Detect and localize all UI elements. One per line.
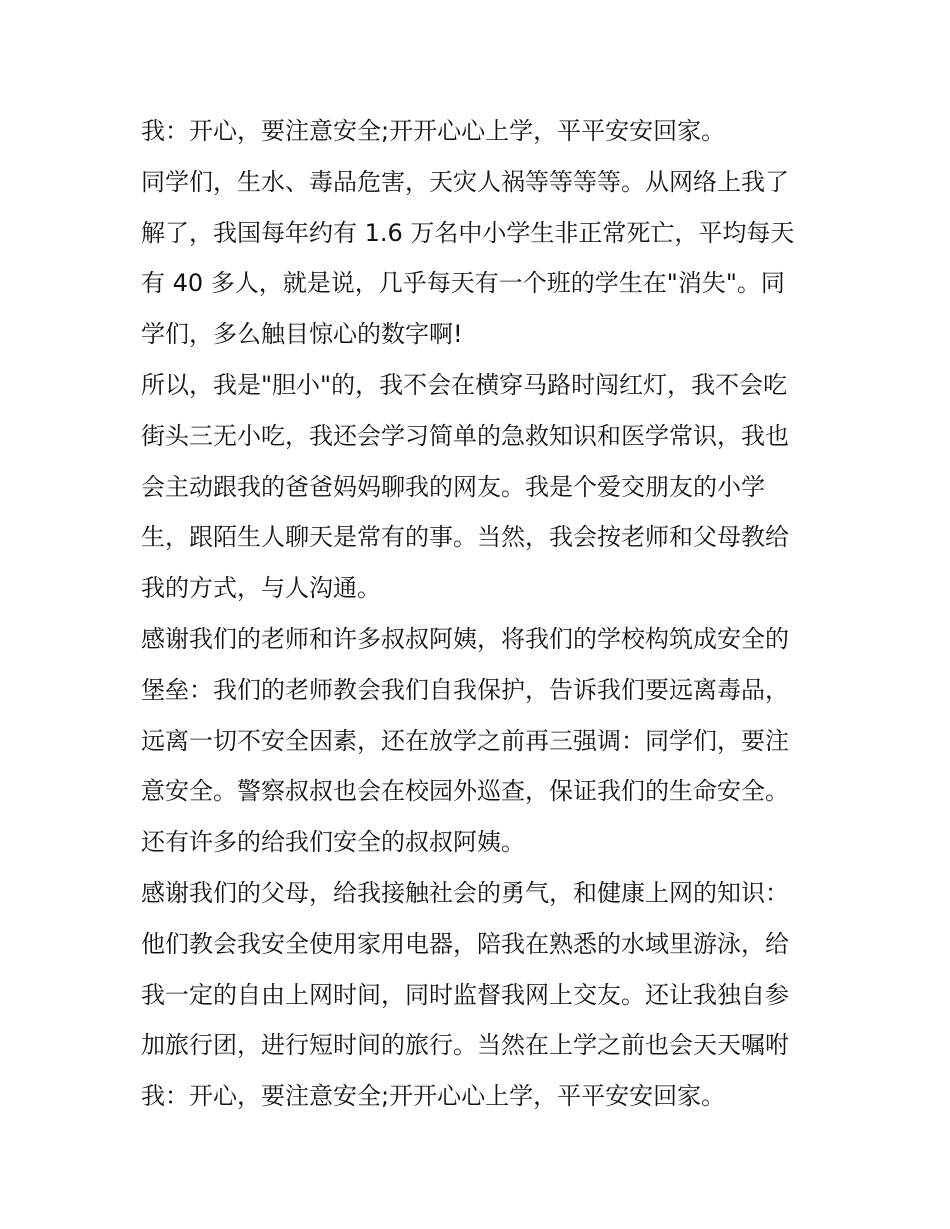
text-line-7: 街头三无小吃，我还会学习简单的急救知识和医学常识，我也 (141, 421, 789, 450)
text-line-19: 加旅行团，进行短时间的旅行。当然在上学之前也会天天嘱咐 (141, 1031, 789, 1060)
text-line-16: 感谢我们的父母，给我接触社会的勇气，和健康上网的知识： (141, 878, 789, 907)
text-line-15: 还有许多的给我们安全的叔叔阿姨。 (141, 828, 525, 857)
text-line-1: 我：开心，要注意安全;开开心心上学，平平安安回家。 (141, 117, 726, 145)
text-line-8: 会主动跟我的爸爸妈妈聊我的网友。我是个爱交朋友的小学 (141, 472, 765, 501)
text-line-20: 我：开心，要注意安全;开开心心上学，平平安安回家。 (141, 1082, 726, 1111)
text-line-4: 有 40 多人，就是说，几乎每天有一个班的学生在"消失"。同 (141, 269, 785, 298)
text-line-17: 他们教会我安全使用家用电器，陪我在熟悉的水域里游泳，给 (141, 929, 789, 958)
text-line-11: 感谢我们的老师和许多叔叔阿姨，将我们的学校构筑成安全的 (141, 624, 789, 653)
text-line-3: 解了，我国每年约有 1.6 万名中小学生非正常死亡，平均每天 (141, 218, 795, 247)
document-body (141, 106, 821, 1122)
text-line-2: 同学们，生水、毒品危害，天灾人祸等等等等。从网络上我了 (141, 167, 789, 196)
text-line-14: 意安全。警察叔叔也会在校园外巡查，保证我们的生命安全。 (141, 777, 789, 806)
text-line-9: 生，跟陌生人聊天是常有的事。当然，我会按老师和父母教给 (141, 523, 789, 552)
text-line-12: 堡垒：我们的老师教会我们自我保护，告诉我们要远离毒品， (141, 675, 789, 704)
text-line-10: 我的方式，与人沟通。 (141, 574, 381, 603)
text-line-6: 所以，我是"胆小"的，我不会在横穿马路时闯红灯，我不会吃 (141, 370, 788, 399)
text-line-13: 远离一切不安全因素，还在放学之前再三强调：同学们，要注 (141, 726, 789, 755)
text-line-5: 学们，多么触目惊心的数字啊! (141, 320, 463, 349)
text-line-18: 我一定的自由上网时间，同时监督我网上交友。还让我独自参 (141, 980, 789, 1009)
